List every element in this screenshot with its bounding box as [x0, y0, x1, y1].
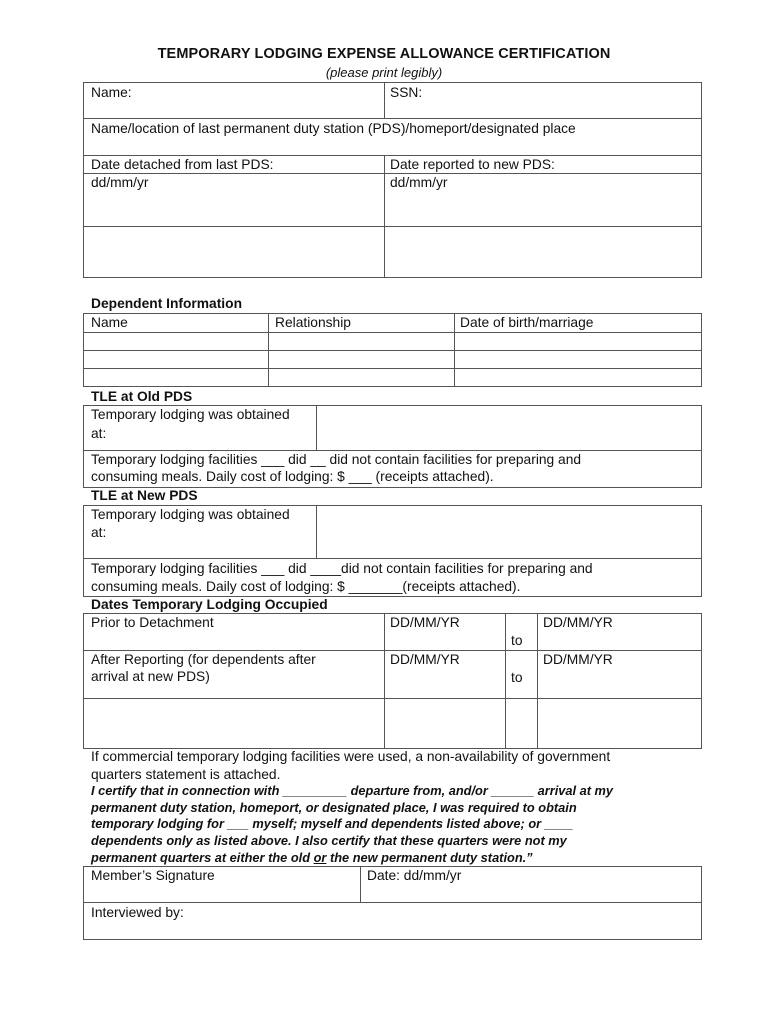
after-reporting-label: After Reporting (for dependents after — [91, 652, 316, 667]
non-availability-notice: If commercial temporary lodging facilities were used, a non-availability of government — [91, 749, 611, 764]
certification-line-2: permanent duty station, homeport, or designated place, I was required to obtain — [91, 799, 577, 815]
date-detached-field[interactable]: dd/mm/yr — [91, 175, 149, 190]
certification-line-5 — [91, 850, 691, 867]
dependent-col-name: Name — [91, 315, 128, 330]
prior-from-date[interactable]: DD/MM/YR — [390, 615, 460, 630]
date-reported-label: Date reported to new PDS: — [390, 157, 555, 172]
tle-old-heading: TLE at Old PDS — [91, 389, 193, 404]
after-to-date[interactable]: DD/MM/YR — [543, 652, 613, 667]
after-to-label: to — [511, 670, 523, 685]
certification-line-4: dependents only as listed above. I also certify that these quarters were not my — [91, 833, 567, 849]
date-detached-label: Date detached from last PDS: — [91, 157, 274, 172]
member-signature-label: Member’s Signature — [91, 868, 215, 883]
dependent-col-relationship: Relationship — [275, 315, 351, 330]
certification-line-5-pre: permanent quarters at either the old — [91, 849, 314, 865]
form-title: TEMPORARY LODGING EXPENSE ALLOWANCE CERTIFICATION — [157, 46, 611, 62]
date-reported-field[interactable]: dd/mm/yr — [390, 175, 448, 190]
tle-new-cost-text: consuming meals. Daily cost of lodging: $ _______(receipts attached). — [91, 579, 521, 594]
tle-old-facilities-text: Temporary lodging facilities ___ did __ did not contain facilities for preparing and — [91, 452, 582, 467]
name-label: Name: — [91, 85, 132, 100]
certification-line-3: temporary lodging for ___ myself; myself and dependents listed above; or ____ — [91, 816, 574, 832]
certification-line-1: I certify that in connection with _________ departure from, and/or ______ arrival at my — [91, 783, 614, 798]
prior-to-label: to — [511, 633, 523, 648]
dates-occupied-heading: Dates Temporary Lodging Occupied — [91, 597, 328, 612]
form-subtitle: (please print legibly) — [325, 65, 443, 80]
dependent-info-heading: Dependent Information — [91, 296, 242, 311]
after-reporting-label-2: arrival at new PDS) — [91, 669, 210, 684]
interviewed-by-label: Interviewed by: — [91, 905, 184, 920]
tle-old-cost-text: consuming meals. Daily cost of lodging: $ ___ (receipts attached). — [91, 469, 494, 484]
ssn-label: SSN: — [390, 85, 423, 100]
after-from-date[interactable]: DD/MM/YR — [390, 652, 460, 667]
prior-to-date[interactable]: DD/MM/YR — [543, 615, 613, 630]
tle-new-obtained-label-2: at: — [91, 525, 107, 540]
tle-old-obtained-label-2: at: — [91, 426, 107, 441]
tle-new-facilities-text: Temporary lodging facilities ___ did ____did not contain facilities for preparing and — [91, 561, 593, 576]
non-availability-notice-2: quarters statement is attached. — [91, 767, 281, 782]
tle-new-heading: TLE at New PDS — [91, 488, 198, 503]
tle-old-obtained-label: Temporary lodging was obtained — [91, 407, 290, 422]
signature-date-label: Date: dd/mm/yr — [367, 868, 462, 883]
prior-to-detachment-label: Prior to Detachment — [91, 615, 214, 630]
certification-or: or — [313, 849, 327, 865]
last-pds-location-label: Name/location of last permanent duty station (PDS)/homeport/designated place — [91, 121, 576, 136]
dependent-col-date: Date of birth/marriage — [460, 315, 594, 330]
tle-new-obtained-label: Temporary lodging was obtained — [91, 507, 290, 522]
certification-line-5-post: the new permanent duty station.” — [326, 849, 533, 865]
certification-statement — [91, 783, 691, 867]
